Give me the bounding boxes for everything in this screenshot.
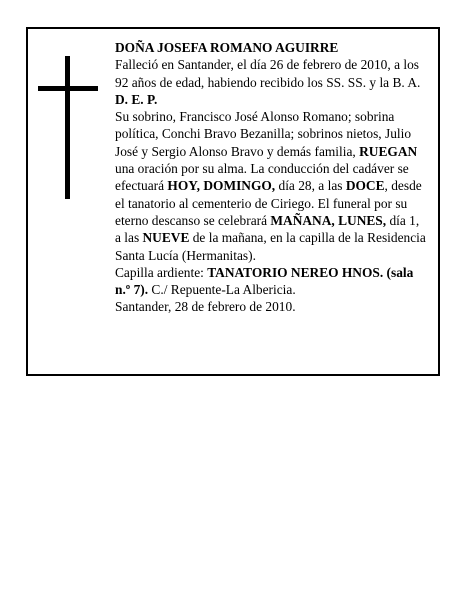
- obituary-notice: [26, 27, 440, 376]
- manana-lunes-text: MAÑANA, LUNES,: [270, 212, 387, 228]
- hoy-domingo-text: HOY, DOMINGO,: [167, 178, 276, 194]
- family-paragraph: Su sobrino, Francisco José Alonso Romano; sobrina política, Conchi Bravo Bezanilla; sobrinos nietos, Julio José y Sergio Alonso Bravo y demás familia, RUEGAN una oración por su alma. La conducción del cadáver se efectuará HOY, DOMINGO, día 28, a las DOCE, desde el tanatorio al cementerio de Ciriego. El funeral por su eterno descanso se celebrará MAÑANA, LUNES, día 1, a las NUEVE de la mañana, en la capilla de la Residencia Santa Lucía (Hermanitas).: [115, 109, 426, 263]
- cross-horizontal-bar: [38, 86, 98, 91]
- footer-date-line: Santander, 28 de febrero de 2010.: [115, 299, 296, 315]
- deceased-name: DOÑA JOSEFA ROMANO AGUIRRE: [115, 40, 339, 55]
- chapel-place: TANATORIO NEREO HNOS. (sala n.º 7).: [115, 264, 414, 298]
- chapel-line: Capilla ardiente: TANATORIO NEREO HNOS. (sala n.º 7). C./ Repuente-La Albericia.: [115, 264, 414, 298]
- cross-vertical-bar: [65, 56, 70, 199]
- cross-icon: [38, 56, 98, 199]
- death-line: Falleció en Santander, el día 26 de febrero de 2010, a los 92 años de edad, habiendo recibido los SS. SS. y la B. A.: [115, 57, 421, 90]
- ruegan-text: RUEGAN: [359, 143, 418, 159]
- doce-text: DOCE: [345, 178, 385, 194]
- obituary-text: [115, 39, 427, 316]
- nueve-text: NUEVE: [142, 230, 190, 246]
- dep-line: D. E. P.: [115, 91, 158, 107]
